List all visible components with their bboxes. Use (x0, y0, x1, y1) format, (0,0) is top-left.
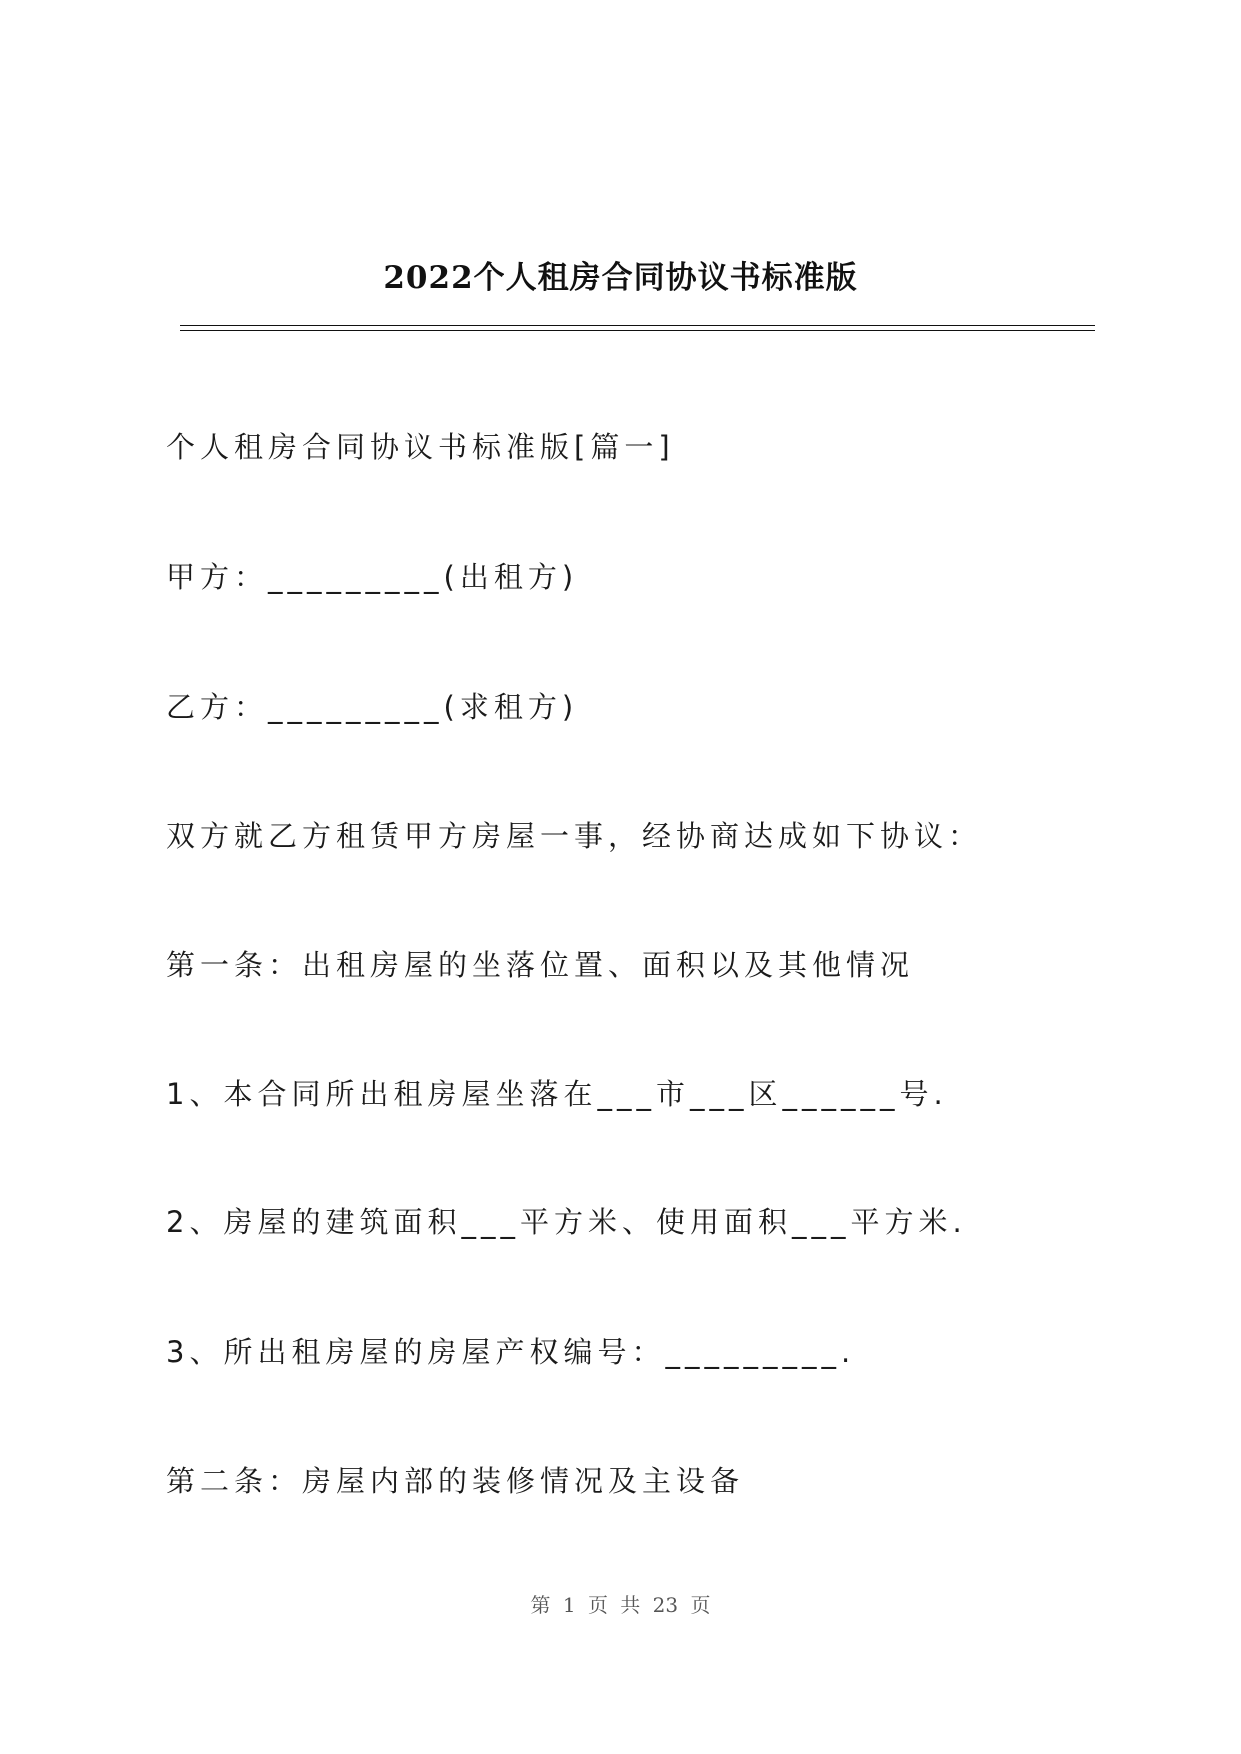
agreement-intro: 双方就乙方租赁甲方房屋一事，经协商达成如下协议： (166, 819, 983, 853)
page-footer: 第 1 页 共 23 页 (530, 1593, 711, 1617)
article-1-heading: 第一条：出租房屋的坐落位置、面积以及其他情况 (166, 948, 915, 982)
section-heading: 个人租房合同协议书标准版[篇一] (166, 430, 675, 464)
party-a-line: 甲方：_________(出租方) (166, 560, 579, 594)
title-double-rule (180, 325, 1095, 331)
clause-2-area: 2、房屋的建筑面积___平方米、使用面积___平方米. (166, 1205, 967, 1239)
party-b-line: 乙方：_________(求租方) (166, 690, 579, 724)
article-2-heading: 第二条：房屋内部的装修情况及主设备 (166, 1464, 745, 1498)
clause-3-property-number: 3、所出租房屋的房屋产权编号：_________. (166, 1335, 856, 1369)
clause-1-location: 1、本合同所出租房屋坐落在___市___区______号. (166, 1077, 948, 1111)
document-title: 2022个人租房合同协议书标准版 (383, 260, 858, 296)
